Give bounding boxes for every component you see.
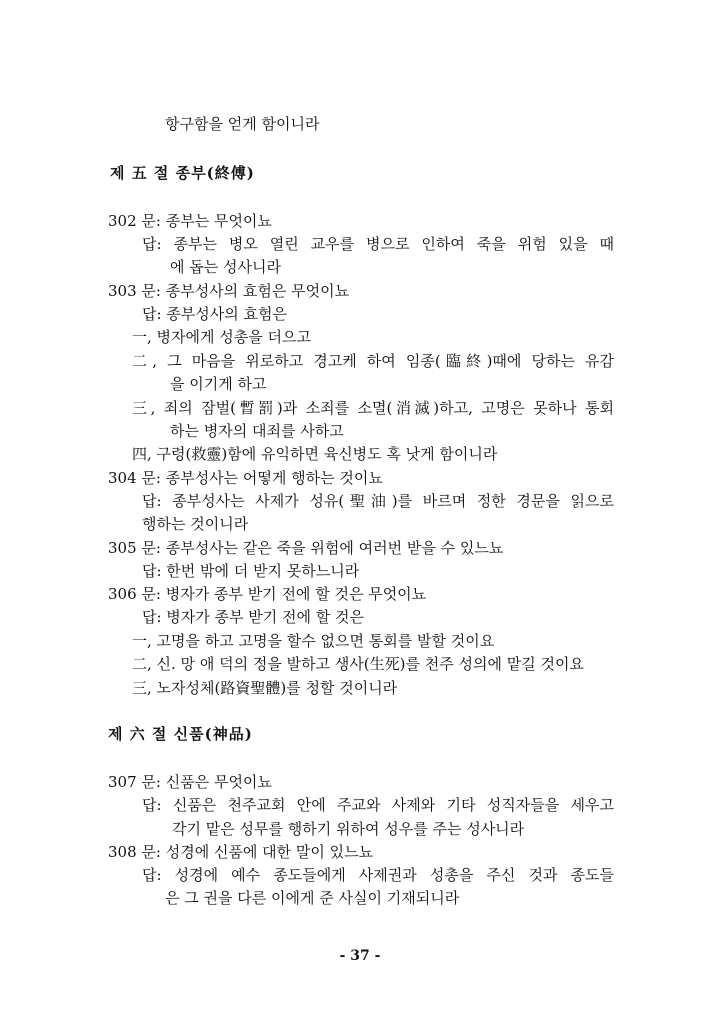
list-item: 三, 노자성체(路資聖體)를 청할 것이니라 xyxy=(132,679,398,697)
text-line: 항구함을 얻게 함이니라 xyxy=(165,115,320,133)
question-line: 306 문: 병자가 종부 받기 전에 할 것은 무엇이뇨 xyxy=(108,585,427,603)
list-item: 二, 그 마음을 위로하고 경고케 하여 임종(臨終)때에 당하는 유감 xyxy=(132,352,614,370)
question-line: 308 문: 성경에 신품에 대한 말이 있느뇨 xyxy=(108,843,374,861)
section-heading: 제 五 절 종부(終傅) xyxy=(110,164,255,182)
page-number: - 37 - xyxy=(339,948,381,964)
answer-line: 답: 한번 밖에 더 받지 못하느니라 xyxy=(142,562,360,580)
text-line: 은 그 권을 다른 이에게 준 사실이 기재되니라 xyxy=(165,889,460,907)
question-line: 307 문: 신품은 무엇이뇨 xyxy=(108,773,272,791)
answer-line: 답: 종부는 병오 열린 교우를 병으로 인하여 죽을 위험 있을 때 xyxy=(142,235,614,253)
section-heading: 제 六 절 신품(神品) xyxy=(108,725,253,743)
text-line: 에 돕는 성사니라 xyxy=(170,258,281,276)
text-line: 각기 맡은 성무를 행하기 위하여 성우를 주는 성사니라 xyxy=(172,820,525,838)
list-item: 三, 죄의 잠벌(暫罰)과 소죄를 소멸(消滅)하고, 고명은 못하나 통회 xyxy=(132,399,614,417)
answer-line: 답: 종부성사는 사제가 성유(聖油)를 바르며 정한 경문을 읽으로 xyxy=(142,492,614,510)
text-line: 행하는 것이니라 xyxy=(142,515,249,533)
question-line: 303 문: 종부성사의 효험은 무엇이뇨 xyxy=(108,282,350,300)
answer-line: 답: 종부성사의 효험은 xyxy=(142,305,288,323)
text-line: 하는 병자의 대죄를 사하고 xyxy=(170,422,344,440)
list-item: 二, 신. 망 애 덕의 정을 발하고 생사(生死)를 천주 성의에 맡길 것이요 xyxy=(132,655,584,673)
answer-line: 답: 신품은 천주교회 안에 주교와 사제와 기타 성직자들을 세우고 xyxy=(142,796,614,814)
text-line: 을 이기게 하고 xyxy=(170,375,267,393)
answer-line: 답: 성경에 예수 종도들에게 사제권과 성총을 주신 것과 종도들 xyxy=(142,866,614,884)
question-line: 302 문: 종부는 무엇이뇨 xyxy=(108,212,272,230)
question-line: 305 문: 종부성사는 같은 죽을 위험에 여러번 받을 수 있느뇨 xyxy=(108,539,504,557)
list-item: 一, 병자에게 성총을 더으고 xyxy=(132,328,311,346)
list-item: 一, 고명을 하고 고명을 할수 없으면 통회를 발할 것이요 xyxy=(132,632,495,650)
question-line: 304 문: 종부성사는 어떻게 행하는 것이뇨 xyxy=(108,469,383,487)
answer-line: 답: 병자가 종부 받기 전에 할 것은 xyxy=(142,608,365,626)
list-item: 四, 구령(救靈)함에 유익하면 육신병도 혹 낫게 함이니라 xyxy=(132,445,498,463)
